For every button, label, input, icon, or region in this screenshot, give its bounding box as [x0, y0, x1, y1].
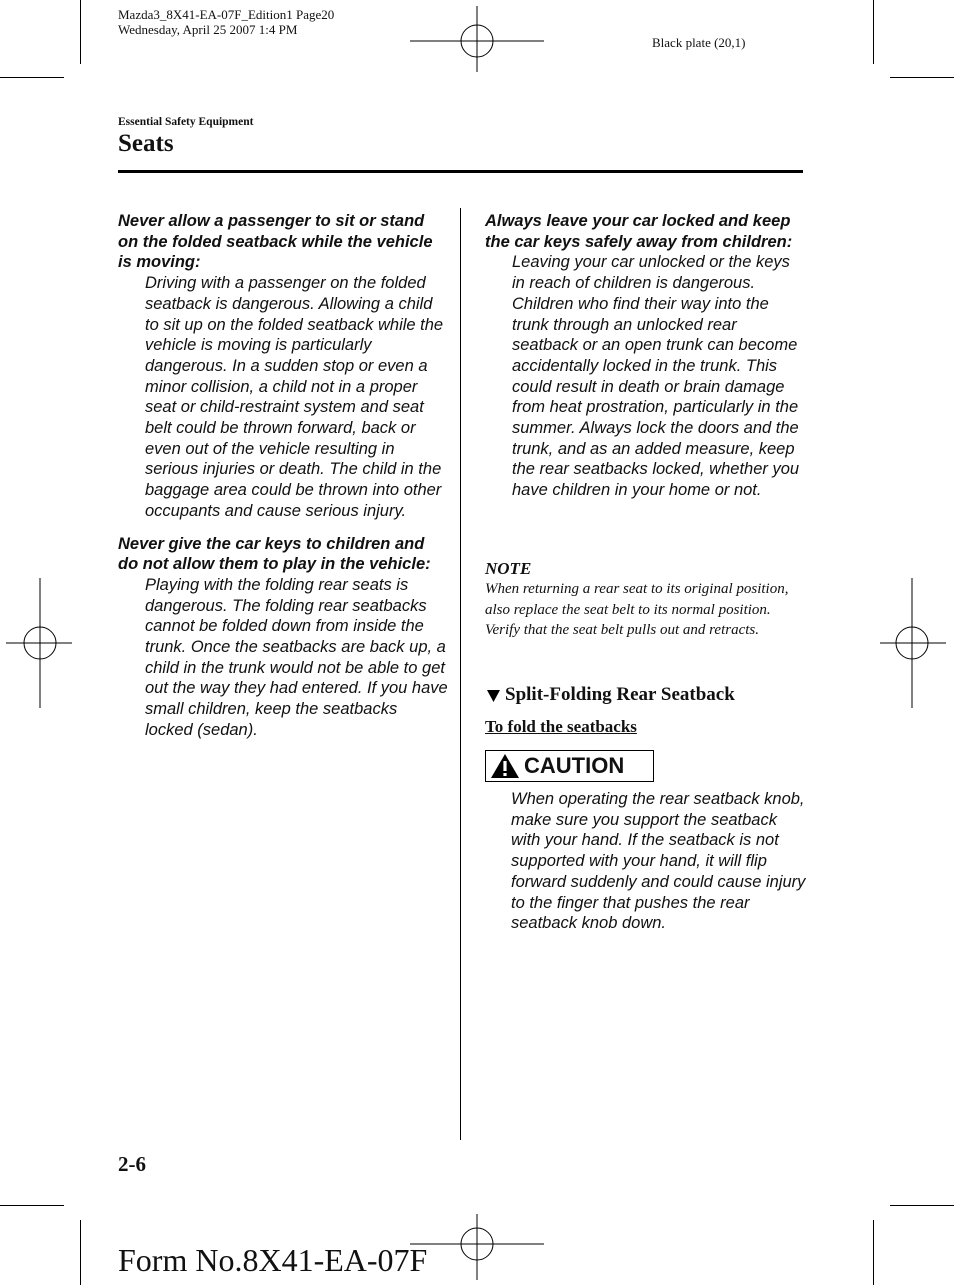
left-column — [118, 211, 448, 741]
title-rule — [118, 170, 803, 173]
crosshair-icon — [6, 578, 72, 708]
subheading — [486, 684, 735, 706]
subheading-text: Split-Folding Rear Seatback — [505, 684, 735, 705]
warning-heading: Always leave your car locked and keep the car keys safely away from children: — [485, 212, 793, 251]
file-info — [118, 7, 334, 37]
crosshair-icon — [880, 578, 946, 708]
caution-text: When operating the rear seatback knob, make sure you support the seatback with your hand. If the seatback is not supported with your hand, it will flip forward suddenly and could cause injury to the finger that pushes the rear seatback knob down. — [511, 790, 806, 933]
column-divider — [460, 208, 461, 1140]
caution-label: CAUTION — [524, 753, 625, 778]
right-column-warning — [485, 211, 807, 501]
down-triangle-icon — [486, 688, 501, 703]
caution-body — [511, 789, 807, 934]
warning-body: Leaving your car unlocked or the keys in reach of children is dangerous. Children who find their way into the trunk through an unlocked rear seatback or an open trunk can become accidentally locked in the trunk. This could result in death or brain damage from heat prostration, particularly in the summer. Always lock the doors and the trunk, and as an added measure, keep the rear seatbacks locked, whether you have children in your home or not. — [512, 253, 800, 500]
form-number: Form No.8X41-EA-07F — [118, 1242, 428, 1278]
warning-body: Driving with a passenger on the folded seatback is dangerous. Allowing a child to sit up on the folded seatback while the vehicle is moving is particularly dangerous. In a sudden stop or even a minor collision, a child not in a proper seat or child-restraint system and seat belt could be thrown forward, back or even out of the vehicle resulting in serious injuries or death. The child in the baggage area could be thrown into other occupants and cause serious injury. — [145, 274, 444, 520]
note-title: NOTE — [485, 559, 532, 578]
date-line: Wednesday, April 25 2007 1:4 PM — [118, 22, 298, 37]
file-line: Mazda3_8X41-EA-07F_Edition1 Page20 — [118, 7, 335, 22]
section-label: Essential Safety Equipment — [118, 116, 254, 128]
page-title: Seats — [118, 130, 174, 157]
crosshair-icon — [410, 1214, 544, 1280]
plate-label: Black plate (20,1) — [652, 35, 746, 50]
warning-body: Playing with the folding rear seats is dangerous. The folding rear seatbacks cannot be folded down from inside the trunk. Once the seatbacks are back up, a child in the trunk would not be able to get out the way they had entered. If you have small children, keep the seatbacks locked (sedan). — [145, 575, 448, 739]
warning-heading: Never allow a passenger to sit or stand on the folded seatback while the vehicle is moving: — [118, 212, 433, 272]
warning-heading: Never give the car keys to children and do not allow them to play in the vehicle: — [118, 534, 431, 574]
crosshair-icon — [410, 6, 544, 72]
page-number: 2-6 — [118, 1152, 146, 1176]
subsubheading: To fold the seatbacks — [485, 717, 637, 736]
note-block — [485, 559, 807, 641]
warning-triangle-icon — [490, 753, 520, 779]
caution-label-box — [485, 750, 654, 782]
note-body: When returning a rear seat to its original position, also replace the seat belt to its normal position. Verify that the seat belt pulls out and retracts. — [485, 581, 789, 639]
